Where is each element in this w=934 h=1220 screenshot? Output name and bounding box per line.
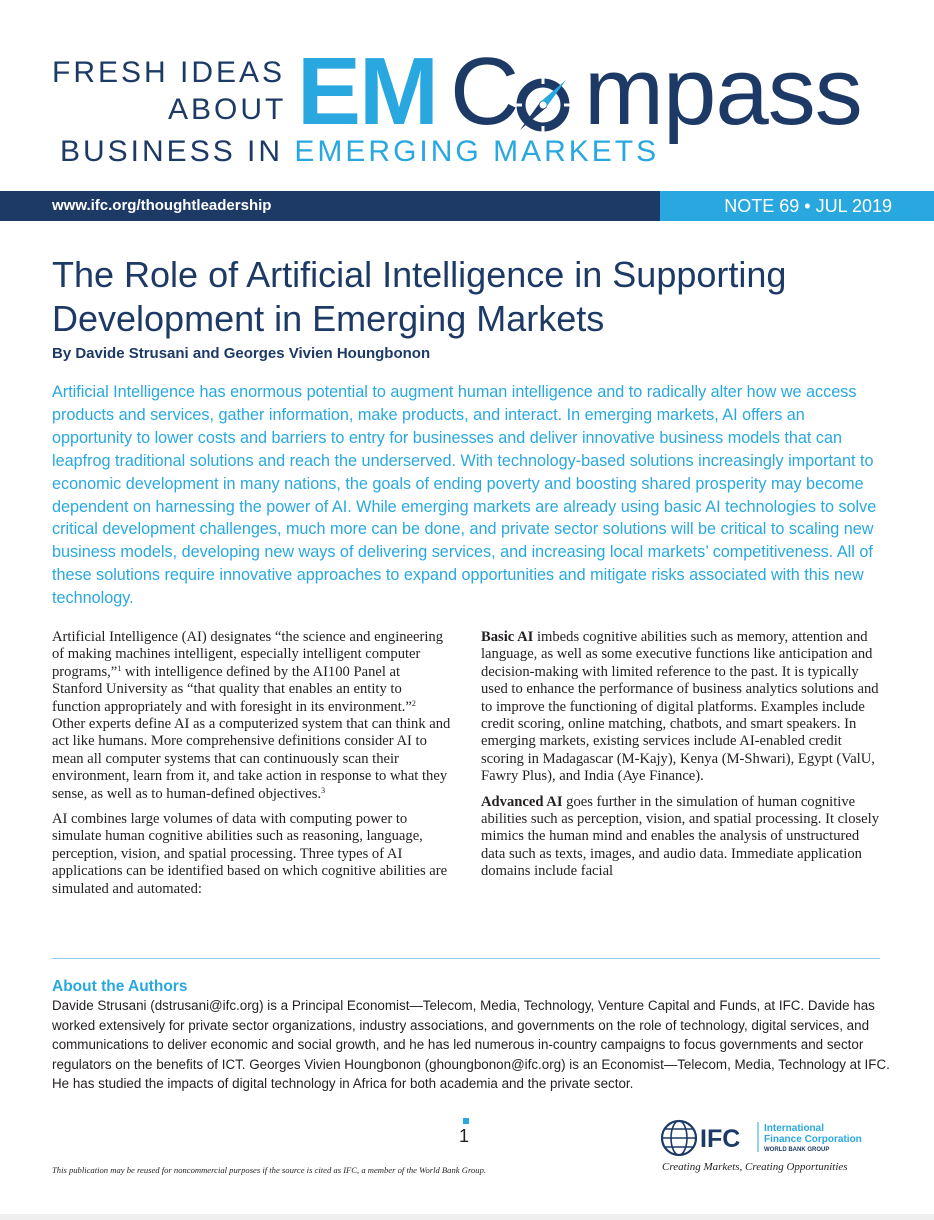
globe-icon: [662, 1121, 696, 1155]
paragraph-text: goes further in the simulation of human cognitive abilities such as perception, vision, and spatial processing. It closely mimics the human mind and enables the analysis of unstructured data such as texts, images, and audio data. Immediate application domains include facial: [481, 793, 879, 880]
footnote-ref-2: 2: [411, 698, 416, 708]
section-divider: [52, 958, 880, 959]
body-column-left: [52, 629, 452, 906]
term-advanced-ai: Advanced AI: [481, 793, 563, 810]
about-authors-text: Davide Strusani (dstrusani@ifc.org) is a Principal Economist—Telecom, Media, Technology, Venture Capital and Funds, at IFC. Davide has worked extensively for private sector organizations, industry associations, and governments on the role of technology, digital services, and communications to deliver economic and social growth, and he has led numerous in-country campaigns to focus governments and sector regulators on the benefits of ICT. Georges Vivien Houngbonon (ghoungbonon@ifc.org) is an Economist—Telecom, Media, Technology at IFC. He has studied the impacts of digital technology in Africa for both academia and the private sector.: [52, 998, 890, 1092]
masthead-tagline-fresh-ideas: FRESH IDEAS: [52, 56, 286, 89]
masthead-tagline-business-text: BUSINESS IN: [60, 135, 295, 168]
ifc-logo-text: IFC: [700, 1125, 741, 1153]
term-basic-ai: Basic AI: [481, 629, 534, 645]
ifc-logo-line-2: Finance Corporation: [764, 1134, 862, 1145]
masthead-tagline-emerging-markets: EMERGING MARKETS: [294, 135, 660, 168]
paragraph-text: imbeds cognitive abilities such as memory, attention and language, as well as some executive functions like anticipation and decision-making with limited reference to the past. It is typically used to enhance the performance of business analytics solutions and to improve the functioning of digital platforms. Examples include credit scoring, online matching, chatbots, and smart speakers. In emerging markets, existing services include AI-enabled credit scoring in Madagascar (M-Kajy), Kenya (M-Shwari), Egypt (ValU, Fawry Plus), and India (Aye Finance).: [481, 629, 879, 785]
compass-icon: [512, 74, 574, 136]
page-number: 1: [459, 1126, 470, 1146]
note-date-badge: NOTE 69 • JUL 2019: [660, 191, 934, 221]
article-title: The Role of Artificial Intelligence in Supporting Development in Emerging Markets: [52, 254, 787, 339]
body-column-right: [481, 629, 886, 889]
page-bottom-strip: [0, 1214, 934, 1220]
article-byline: By Davide Strusani and Georges Vivien Houngbonon: [52, 345, 431, 362]
article-abstract: Artificial Intelligence has enormous potential to augment human intelligence and to radically alter how we access products and services, gather information, make products, and interact. In emerging markets, AI offers an opportunity to lower costs and barriers to entry for businesses and deliver innovative business models that can leapfrog traditional solutions and reach the underserved. With technology-based solutions increasingly important to economic development in many nations, the goals of ending poverty and boosting shared prosperity may become dependent on harnessing the power of AI. While emerging markets are already using basic AI technologies to solve critical development challenges, much more can be done, and private sector solutions will be critical to scaling new business models, developing new ways of delivering services, and increasing local markets’ competitiveness. All of these solutions require innovative approaches to expand opportunities and mitigate risks associated with this new technology.: [52, 383, 877, 608]
body-paragraph-ai-combines: AI combines large volumes of data with computing power to simulate human cognitive abilities such as reasoning, language, perception, vision, and spatial processing. Three types of AI applications can be identified based on which cognitive abilities are simulated and automated:: [52, 811, 448, 897]
page-marker: [463, 1118, 469, 1124]
masthead-tagline-about: ABOUT: [168, 93, 287, 126]
brand-compass-rest: mpass: [584, 38, 862, 145]
footnote-ref-1: 1: [117, 663, 122, 673]
about-authors-heading: About the Authors: [52, 978, 188, 995]
body-paragraph-advanced-ai: [481, 794, 886, 881]
paragraph-text: Artificial Intelligence (AI) designates “the science and engineering of making machines intelligent, especially intelligent computer programs,”: [52, 629, 444, 680]
ifc-logo: [660, 1118, 884, 1158]
ifc-slogan: Creating Markets, Creating Opportunities: [662, 1161, 848, 1173]
brand-compass-c: C: [450, 38, 520, 145]
footnote-ref-3: 3: [321, 785, 326, 795]
banner-url-link[interactable]: www.ifc.org/thoughtleadership: [52, 197, 272, 214]
brand-em: EM: [297, 38, 437, 145]
header-banner: [0, 191, 934, 221]
paragraph-text: with intelligence defined by the AI100 Panel at Stanford University as “that quality that enables an entity to function appropriately and with foresight in its environment.”: [52, 663, 412, 715]
ifc-logo-line-1: International: [764, 1123, 825, 1134]
paragraph-text: Other experts define AI as a computerized system that can think and act like humans. More comprehensive definitions consider AI to mean all computer systems that can continuously scan their environment, learn from it, and take action in response to what they sense, as well as to human-defined objectives.: [52, 716, 451, 802]
reuse-disclaimer: This publication may be reused for noncommercial purposes if the source is cited as IFC, a member of the World Bank Group.: [52, 1165, 487, 1175]
ifc-logo-line-3: WORLD BANK GROUP: [764, 1147, 830, 1153]
body-paragraph-ai-definition: [52, 629, 452, 803]
body-paragraph-basic-ai: [481, 629, 886, 786]
